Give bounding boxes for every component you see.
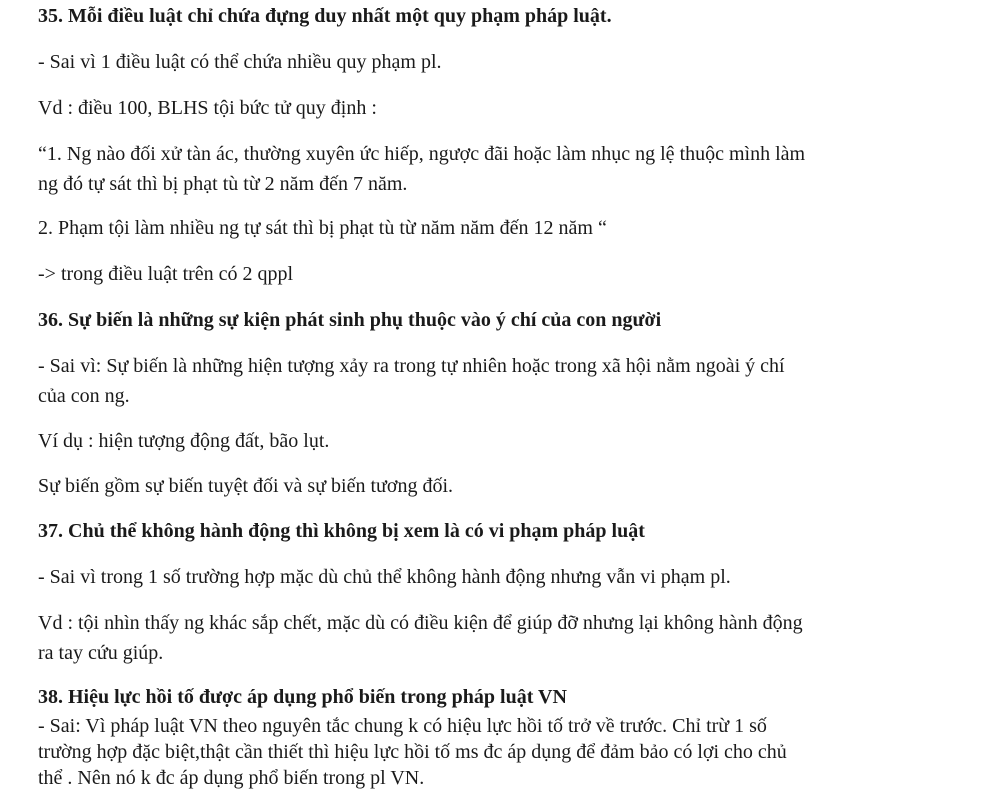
q36-answer-line1: - Sai vì: Sự biến là những hiện tượng xảy ra trong tự nhiên hoặc trong xã hội nằm ngoài ý chí	[38, 355, 785, 377]
q36-answer-line2: của con ng.	[38, 385, 130, 407]
q38-heading: 38. Hiệu lực hồi tố được áp dụng phổ biến trong pháp luật VN	[38, 686, 567, 708]
q35-conclusion: -> trong điều luật trên có 2 qppl	[38, 263, 294, 285]
q38-answer-line2: trường hợp đặc biệt,thật cần thiết thì hiệu lực hồi tố ms đc áp dụng để đảm bảo có lợi cho chủ	[38, 741, 787, 763]
q38-answer-line3: thể . Nên nó k đc áp dụng phổ biến trong pl VN.	[38, 767, 425, 789]
q36-example: Ví dụ : hiện tượng động đất, bão lụt.	[38, 430, 330, 452]
q37-example-line2: ra tay cứu giúp.	[38, 642, 164, 664]
q35-answer: - Sai vì 1 điều luật có thể chứa nhiều quy phạm pl.	[38, 51, 442, 73]
q35-quote-1-line1: “1. Ng nào đối xử tàn ác, thường xuyên ức hiếp, ngược đãi hoặc làm nhục ng lệ thuộc mình làm	[38, 143, 806, 165]
q37-heading: 37. Chủ thể không hành động thì không bị xem là có vi phạm pháp luật	[38, 520, 645, 542]
q35-example-intro: Vd : điều 100, BLHS tội bức tử quy định :	[38, 97, 377, 119]
q36-note: Sự biến gồm sự biến tuyệt đối và sự biến tương đối.	[38, 475, 454, 497]
q35-heading: 35. Mỗi điều luật chỉ chứa đựng duy nhất một quy phạm pháp luật.	[38, 5, 612, 27]
q37-example-line1: Vd : tội nhìn thấy ng khác sắp chết, mặc dù có điều kiện để giúp đỡ nhưng lại không hành động	[38, 612, 803, 634]
q37-answer: - Sai vì trong 1 số trường hợp mặc dù chủ thể không hành động nhưng vẫn vi phạm pl.	[38, 566, 731, 588]
q35-quote-2: 2. Phạm tội làm nhiều ng tự sát thì bị phạt tù từ năm năm đến 12 năm “	[38, 217, 607, 239]
q36-heading: 36. Sự biến là những sự kiện phát sinh phụ thuộc vào ý chí của con người	[38, 309, 662, 331]
q35-quote-1-line2: ng đó tự sát thì bị phạt tù từ 2 năm đến 7 năm.	[38, 173, 408, 195]
q38-answer-line1: - Sai: Vì pháp luật VN theo nguyên tắc chung k có hiệu lực hồi tố trở về trước. Chỉ trừ 1 số	[38, 715, 767, 737]
